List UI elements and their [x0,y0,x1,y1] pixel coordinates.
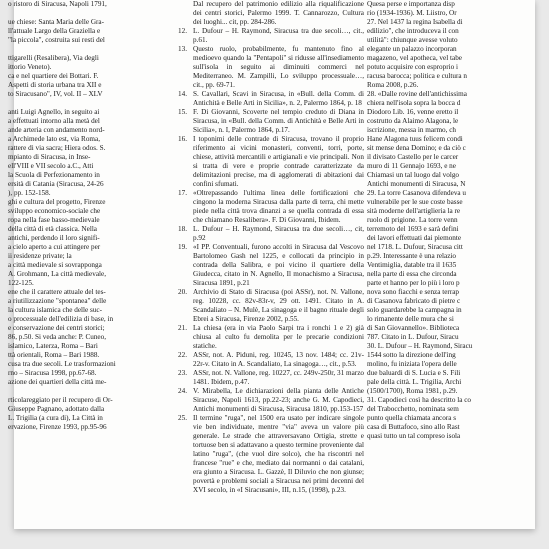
footnote [178,387,364,414]
footnote-number: 19. [178,243,187,251]
text-line: il divisato Castello per le carcer [367,153,459,161]
text-line: elegante un palazzo incorporan [367,45,457,53]
text-line: ue chiese: Santa Maria delle Gra- [8,18,104,26]
text-line: costrutto da Alaimo Alagona, le [367,117,459,125]
text-line: del Trabocchetto, nominata sem [367,405,459,413]
middle-column [178,0,364,529]
text-line: ca e nel quartiere dei Bottari. F. [8,72,99,80]
text-line: chiera nell'isola sopra la bocca d [367,99,461,107]
text-line: parte et hanno per lo più i loro p [367,279,460,287]
text-line: 29. La torre Casanova difendeva u [367,189,466,197]
footnote-number: 14. [178,90,187,98]
text-line: rattere di via sacra; Hiera odos. S. [8,144,106,152]
text-line [8,45,176,54]
text-line: Ventimiglia, datable tra il 1635 [367,261,457,269]
text-line: mpianto di Siracusa, in Inse- [8,153,91,161]
text-line: 31. Capodieci così ha descritto la co [367,396,471,404]
text-line: due baluardi di S. Lucia e S. Fili [367,369,461,377]
footnote-number: 22. [178,351,187,359]
footnote [178,288,364,324]
footnote-text: L. Dufour – H. Raymond, Siracusa tra due secoli…, cit., p.61. [193,27,364,44]
footnote-number: 13. [178,45,187,53]
text-line: di San Giovannello». Biblioteca [367,324,460,332]
footnote [178,414,364,495]
text-line: pale della città. L. Trigilia, Archi [367,378,462,386]
footnote [178,90,364,108]
text-line: potuto acquisire con esproprio i [367,63,459,71]
text-line: 1544 sotto la direzione dell'ing [367,351,456,359]
footnote-text: Archivio di Stato di Siracusa (poi ASSr), not. N. Vallone, reg. 10228, cc. 82v-83r-v, 29 ott. 1491. Citato in A. Scandaliato – N. Mulè, La sinagoga e il bagno rituale degli Ebrei a Siracusa, Firenze 2002, p.55. [193,288,364,323]
footnote-number: 23. [178,369,187,377]
text-line: Giuseppe Pagnano, adottato dalla [8,405,105,413]
footnote [178,108,364,135]
text-line: dei lavori effettuati dai piemonte [367,234,462,242]
text-line: "la piccola", costruita sui resti del [8,36,105,44]
document-page [8,0,535,529]
footnote-text: S. Cavallari, Scavi in Siracusa, in «Bull. della Comm. di Antichità e Belle Arti in Sicilia», n. 2, Palermo 1864, p. 18 [193,90,364,107]
text-line: ttà orientali, Roma – Bari 1988. [8,351,100,359]
text-line: rno – Siracusa 1998, pp.67-68. [8,369,97,377]
text-line: o processuale dell'edilizia di base, in [8,315,114,323]
text-line: ii residenze private; la [8,252,72,260]
text-line: 787. Citato in L. Dufour, Siracu [367,333,459,341]
text-line: L. Trigilia (a cura di), La Città in [8,414,103,422]
text-line: Aspetti di storia urbana tra XII e [8,81,102,89]
footnote-list [178,27,364,495]
footnote [178,225,364,243]
footnote [178,45,364,90]
text-line: Roma 2008, p.26. [367,81,419,89]
text-line: 28. «Dalle rovine dell'antichissima [367,90,467,98]
footnote [178,369,364,387]
right-column [367,0,535,529]
text-line: molino, fu iniziata l'opera delle [367,360,457,368]
text-line: casa di Buttafoco, sino allo Rast [367,423,460,431]
text-line: di Casanova fabricato di pietre c [367,297,461,305]
footnote-text: Dal recupero del patrimonio edilizio alla riqualificazione dei centri storici, Palermo 1999. T. Cannarozzo, Cultura dei luoghi... cit, pp. 284-286. [193,0,364,26]
footnote-text: L. Dufour – H. Raymond, Siracusa tra due secoli…, cit, p.92 [193,225,364,242]
footnote [178,243,364,288]
text-line [8,9,176,18]
text-line: solo guardarebbe la campagna in [367,306,462,314]
footnote-text: I toponimi delle contrade di Siracusa, trovano il proprio riferimento ai vicini monasteri, conventi, torri, porte, chiese, attività mercantili e artigianali e vie principali. Non si tratta di vere e proprie contrade caratterizzate da delimitazioni precise, ma di agglomerati di abitazioni dai confini sfumati. [193,135,364,188]
text-line: sit mense dena Domino; e da ciò c [367,144,466,152]
text-line: quasi tutto un tal compreso isola [367,432,461,440]
text-line: islamico, Laterza, Roma – Bari [8,342,98,350]
text-line: rio (1934-1936). M. Liistro, Or [367,9,457,17]
text-line: p.29. Interessante è una relazio [367,252,457,260]
text-line: della città di età classica. Nella [8,225,98,233]
text-line [8,387,176,396]
footnote-number: 20. [178,288,187,296]
text-line: muro di 11 Gennajo 1693, e ne [367,162,456,170]
text-line: la Scuola di Perfezionamento in [8,171,100,179]
text-line: ene che il carattere attuale del tes- [8,288,106,296]
footnote-text: La chiesa (era in via Paolo Sarpi tra i ronchi 1 e 2) già chiusa al culto fu demolita per le precarie condizioni statiche. [193,324,364,350]
text-line: Diodoro Lib. 16, venne eretto il [367,108,459,116]
text-line: vulnerabile per le sue coste basse [367,198,463,206]
text-line: magazeno, vel apotheca, vel tabe [367,54,462,62]
text-line: racusa barocca; politica e cultura n [367,72,467,80]
text-line: a città medievale si sovrapponga [8,261,102,269]
text-line: Quesa perse e importanza disp [367,0,455,8]
text-line: 86, p.50. Si veda anche: P. Cuneo, [8,333,107,341]
text-line: to Siracusano", IV, vol. II – XLV [8,90,103,98]
text-line: Hane Alagona tuus felicem condi [367,135,463,143]
footnote-number: 24. [178,387,187,395]
text-line: nella parte di essa che circonda [367,270,457,278]
text-line: ), pp. 152-158. [8,189,51,197]
text-line: la cultura islamica che delle suc- [8,306,102,314]
text-line: ruolo di prigione. La torre venn [367,216,458,224]
text-line: antichi, perdendo il loro signifi- [8,234,100,242]
footnote-text: Il termine "ruga", nel 1500 era usato per indicare singole vie ben individuate, mentre "via" aveva un valore più generale. Le strade che attraversavano Ortigia, strette e tortuose ben si adattavano a questo termine proveniente dal latino "ruga", (che vuol dire solco), che ha riscontri nel francese "rue" e che, mediato dai normanni o dai catalani, era giunto a Siracusa. L. Gazzè, Il Diluvio che non giunse; povertà e problemi sociali a Siracusa nei primi decenni del XVI secolo, in «I Siracusani», III, n.15, (1998), p.23. [193,414,364,494]
text-line: utilità": chiunque avesse voluto [367,36,458,44]
text-line: a riutilizzazione "spontanea" delle [8,297,107,305]
footnote [178,135,364,189]
footnote [178,324,364,351]
text-line: e conservazione dei centri storici; [8,324,105,332]
footnote-number: 15. [178,108,187,116]
text-line: terremoto del 1693 e sarà defini [367,225,459,233]
footnote [178,27,364,45]
footnote-text: V. Mirabella, Le dichiarazioni della pianta delle Antiche Siracuse, Napoli 1613, pp.22-23; anche G. M. Capodieci, Antichi monumenti di Siracusa, Siracusa 1810, pp.153-157 [193,387,364,413]
text-line: edilizio", che introduceva il con [367,27,459,35]
footnote-text: «Oltrepassando l'ultima linea delle fortificazioni che cingono la moderna Siracusa dalla parte di terra, chi mette piede nella città trova dinanzi a se quella contrada di essa che chiamano Resalibera». F. Di Giovanni, Ibidem. [193,189,364,224]
text-line: lo rimanente delle mura che si [367,315,454,323]
text-line: nel 1718. L. Dufour, Siracusa citt [367,243,463,251]
footnote-text: ASSr, not. A. Piduni, reg. 10245, 13 nov. 1484; cc. 21v-22r-v. Citato in A. Scandaliato, La sinagoga…, cit., p.53. [193,351,364,368]
text-line: sviluppo economico-sociale che [8,207,101,215]
text-line: iscrizione, messa in marmo, ch [367,126,457,134]
text-line: Antichi monumenti di Siracusa, N [367,180,466,188]
text-line: ervazione, Firenze 1993, pp.95-96 [8,423,107,431]
footnote-number: 17. [178,189,187,197]
footnote-number: 21. [178,324,187,332]
footnote-continuation [178,0,364,27]
text-line: A. Grohmann, La città medievale, [8,270,106,278]
footnote-text: «I PP. Conventuali, furono accolti in Siracusa dal Vescovo Bartolomeo Gash nel 1225, e collocati da principio in contrada della Salibra, e poi vicino il quartiere della Giudecca, citato in N. Agnello, Il monachismo a Siracusa, Siracusa 1891, p.21 [193,243,364,287]
text-line: rticolareggiato per il recupero di Or- [8,396,113,404]
text-line: nova sono fiacchi e senza terrap [367,288,459,296]
text-line: (1500/1700), Roma 1981, p.29. [367,387,458,395]
text-line: a effettuati intorno alla metà del [8,117,100,125]
footnote [178,189,364,225]
footnote-number: 25. [178,414,187,422]
text-line [8,99,176,108]
text-line: ll'attuale Largo della Graziella e [8,27,101,35]
text-line: ittorio Veneto). [8,63,52,71]
text-line: ghi e cultura del progetto, Firenze [8,198,106,206]
left-column [8,0,176,529]
text-line: a cielo aperto a cui attingere per [8,243,101,251]
text-line: ande arteria con andamento nord- [8,126,105,134]
text-line: ropa nella fase basso-medievale [8,216,100,224]
text-line: ersità di Catania (Siracusa, 24-26 [8,180,104,188]
text-line: cusa tra due secoli. Le trasformazioni [8,360,116,368]
text-line: sità moderne dell'artiglieria la re [367,207,461,215]
footnote-number: 18. [178,225,187,233]
text-line: a Archimede lato est, via Roma, [8,135,101,143]
footnote-text: F. Di Giovanni, Scoverte nel tempio creduto di Diana in Siracusa, in «Bull. della Comm. di Antichità e Belle Arti in Sicilia», n. I, Palermo 1864, p.17. [193,108,364,134]
footnote-number: 16. [178,135,187,143]
text-line: o ristoro di Siracusa, Napoli 1791, [8,0,107,8]
footnote-text: Questo ruolo, probabilmente, fu mantenuto fino al medioevo quando la "Pentapoli" si ridusse all'insediamento sull'isola in seguito ai diminuiti commerci nel Mediterraneo. M. Zampilli, Lo sviluppo processuale…, cit., pp. 69-71. [193,45,364,89]
text-line: 27. Nel 1437 la regina Isabella di [367,18,463,26]
footnote-text: ASSr, not. N. Vallone, reg. 10227, cc. 249v-250r, 31 marzo 1481. Ibidem, p.47. [193,369,364,386]
footnote [178,351,364,369]
text-line: punto quella chiamata ancora s [367,414,457,422]
text-line: azione dei quartieri della città me- [8,378,107,386]
text-line: 30. L. Dufour – H. Raymond, Siracu [367,342,473,350]
text-line: ell'VIII e VII secolo a.C., Atti [8,162,94,170]
text-line: Chiamasi un tal luogo dal volgo [367,171,460,179]
text-line: 122-125. [8,279,34,287]
text-line: ttigarelli (Resalibera), Via degli [8,54,99,62]
text-line: anti Luigi Agnello, in seguito ai [8,108,100,116]
footnote-number: 12. [178,27,187,35]
